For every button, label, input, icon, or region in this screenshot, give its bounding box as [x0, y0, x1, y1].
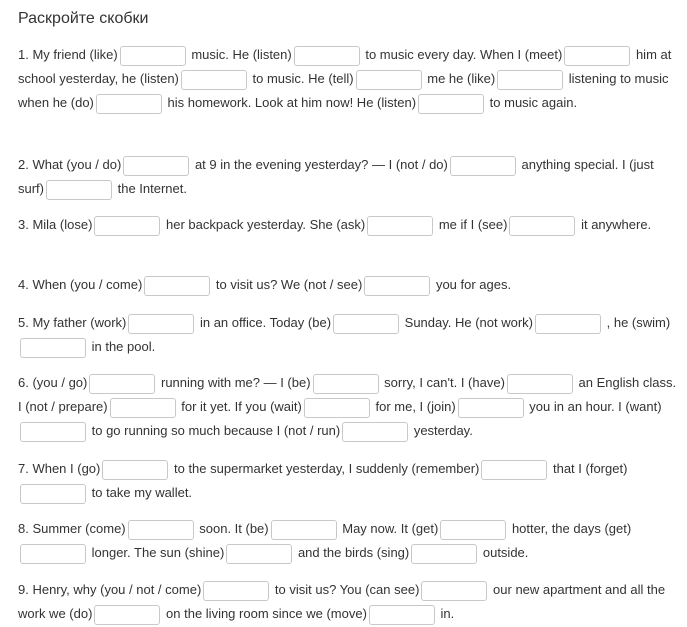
exercise-text: me he (like) [423, 71, 496, 86]
answer-input[interactable] [96, 94, 162, 114]
page-title: Раскройте скобки [18, 10, 149, 27]
exercise-text: longer. The sun (shine) [88, 545, 225, 560]
exercise-text: 4. When (you / come) [18, 277, 143, 292]
exercise-text: to go running so much because I (not / run) [88, 423, 341, 438]
exercise-1 [18, 43, 678, 115]
exercise-text: him at school yesterday, he (listen) [18, 47, 675, 86]
answer-input[interactable] [509, 216, 575, 236]
answer-input[interactable] [333, 314, 399, 334]
exercise-2 [18, 153, 678, 201]
exercise-text: 1. My friend (like) [18, 47, 118, 62]
exercise-text: 8. Summer (come) [18, 521, 126, 536]
answer-input[interactable] [564, 46, 630, 66]
exercise-text: to music again. [486, 95, 578, 110]
answer-input[interactable] [304, 398, 370, 418]
answer-input[interactable] [20, 422, 86, 442]
exercise-text: her backpack yesterday. She (ask) [162, 217, 366, 232]
exercise-text: running with me? — I (be) [157, 375, 311, 390]
answer-input[interactable] [313, 374, 379, 394]
exercise-text: anything special. I (just surf) [18, 157, 658, 196]
answer-input[interactable] [128, 314, 194, 334]
exercise-4 [18, 273, 678, 297]
exercise-text: and the birds (sing) [294, 545, 410, 560]
answer-input[interactable] [89, 374, 155, 394]
exercise-text: to visit us? We (not / see) [212, 277, 363, 292]
exercise-text: , he (swim) [603, 315, 671, 330]
answer-input[interactable] [440, 520, 506, 540]
answer-input[interactable] [342, 422, 408, 442]
answer-input[interactable] [497, 70, 563, 90]
exercise-text: to the supermarket yesterday, I suddenly (remember) [170, 461, 480, 476]
exercise-9 [18, 578, 678, 626]
answer-input[interactable] [94, 216, 160, 236]
exercise-text: me if I (see) [435, 217, 508, 232]
answer-input[interactable] [507, 374, 573, 394]
exercise-text: for it yet. If you (wait) [177, 399, 302, 414]
exercise-text: that I (forget) [549, 461, 628, 476]
exercise-text: in an office. Today (be) [196, 315, 332, 330]
answer-input[interactable] [481, 460, 547, 480]
exercise-text: 5. My father (work) [18, 315, 127, 330]
exercise-text: at 9 in the evening yesterday? — I (not / do) [191, 157, 448, 172]
exercise-text: in the pool. [88, 339, 156, 354]
exercise-text: yesterday. [410, 423, 473, 438]
exercise-text: you for ages. [432, 277, 512, 292]
exercise-text: 7. When I (go) [18, 461, 101, 476]
exercise-text: soon. It (be) [195, 521, 269, 536]
exercise-text: May now. It (get) [338, 521, 439, 536]
exercise-text: music. He (listen) [187, 47, 292, 62]
answer-input[interactable] [450, 156, 516, 176]
exercise-text: our new apartment and all the work we (do) [18, 582, 669, 621]
answer-input[interactable] [20, 544, 86, 564]
answer-input[interactable] [411, 544, 477, 564]
answer-input[interactable] [128, 520, 194, 540]
exercise-text: listening to music when he (do) [18, 71, 673, 110]
exercise-7 [18, 457, 678, 505]
answer-input[interactable] [102, 460, 168, 480]
answer-input[interactable] [123, 156, 189, 176]
exercise-text: Sunday. He (not work) [401, 315, 534, 330]
exercise-text: to music. He (tell) [248, 71, 354, 86]
exercise-text: to visit us? You (can see) [271, 582, 420, 597]
answer-input[interactable] [294, 46, 360, 66]
exercise-text: it anywhere. [577, 217, 652, 232]
exercise-text: 2. What (you / do) [18, 157, 122, 172]
answer-input[interactable] [421, 581, 487, 601]
exercise-text: to take my wallet. [88, 485, 193, 500]
exercise-text: his homework. Look at him now! He (listen) [163, 95, 417, 110]
answer-input[interactable] [369, 605, 435, 625]
exercise-text: in. [436, 606, 455, 621]
exercise-text: an English class. I (not / prepare) [18, 375, 680, 414]
exercise-text: to music every day. When I (meet) [361, 47, 563, 62]
answer-input[interactable] [271, 520, 337, 540]
exercise-text: 6. (you / go) [18, 375, 88, 390]
answer-input[interactable] [367, 216, 433, 236]
answer-input[interactable] [418, 94, 484, 114]
exercise-text: you in an hour. I (want) [525, 399, 662, 414]
answer-input[interactable] [94, 605, 160, 625]
exercise-text: the Internet. [114, 181, 187, 196]
exercise-3 [18, 213, 678, 237]
answer-input[interactable] [120, 46, 186, 66]
answer-input[interactable] [46, 180, 112, 200]
answer-input[interactable] [356, 70, 422, 90]
exercise-text: 9. Henry, why (you / not / come) [18, 582, 202, 597]
answer-input[interactable] [203, 581, 269, 601]
answer-input[interactable] [110, 398, 176, 418]
answer-input[interactable] [20, 338, 86, 358]
exercise-8 [18, 517, 678, 565]
answer-input[interactable] [20, 484, 86, 504]
answer-input[interactable] [458, 398, 524, 418]
answer-input[interactable] [144, 276, 210, 296]
exercise-text: on the living room since we (move) [162, 606, 367, 621]
exercise-text: outside. [479, 545, 529, 560]
exercise-text: 3. Mila (lose) [18, 217, 93, 232]
exercise-6 [18, 371, 678, 443]
answer-input[interactable] [181, 70, 247, 90]
answer-input[interactable] [364, 276, 430, 296]
exercise-text: hotter, the days (get) [508, 521, 632, 536]
exercise-text: for me, I (join) [371, 399, 456, 414]
exercise-text: sorry, I can't. I (have) [380, 375, 505, 390]
answer-input[interactable] [535, 314, 601, 334]
answer-input[interactable] [226, 544, 292, 564]
exercise-5 [18, 311, 678, 359]
